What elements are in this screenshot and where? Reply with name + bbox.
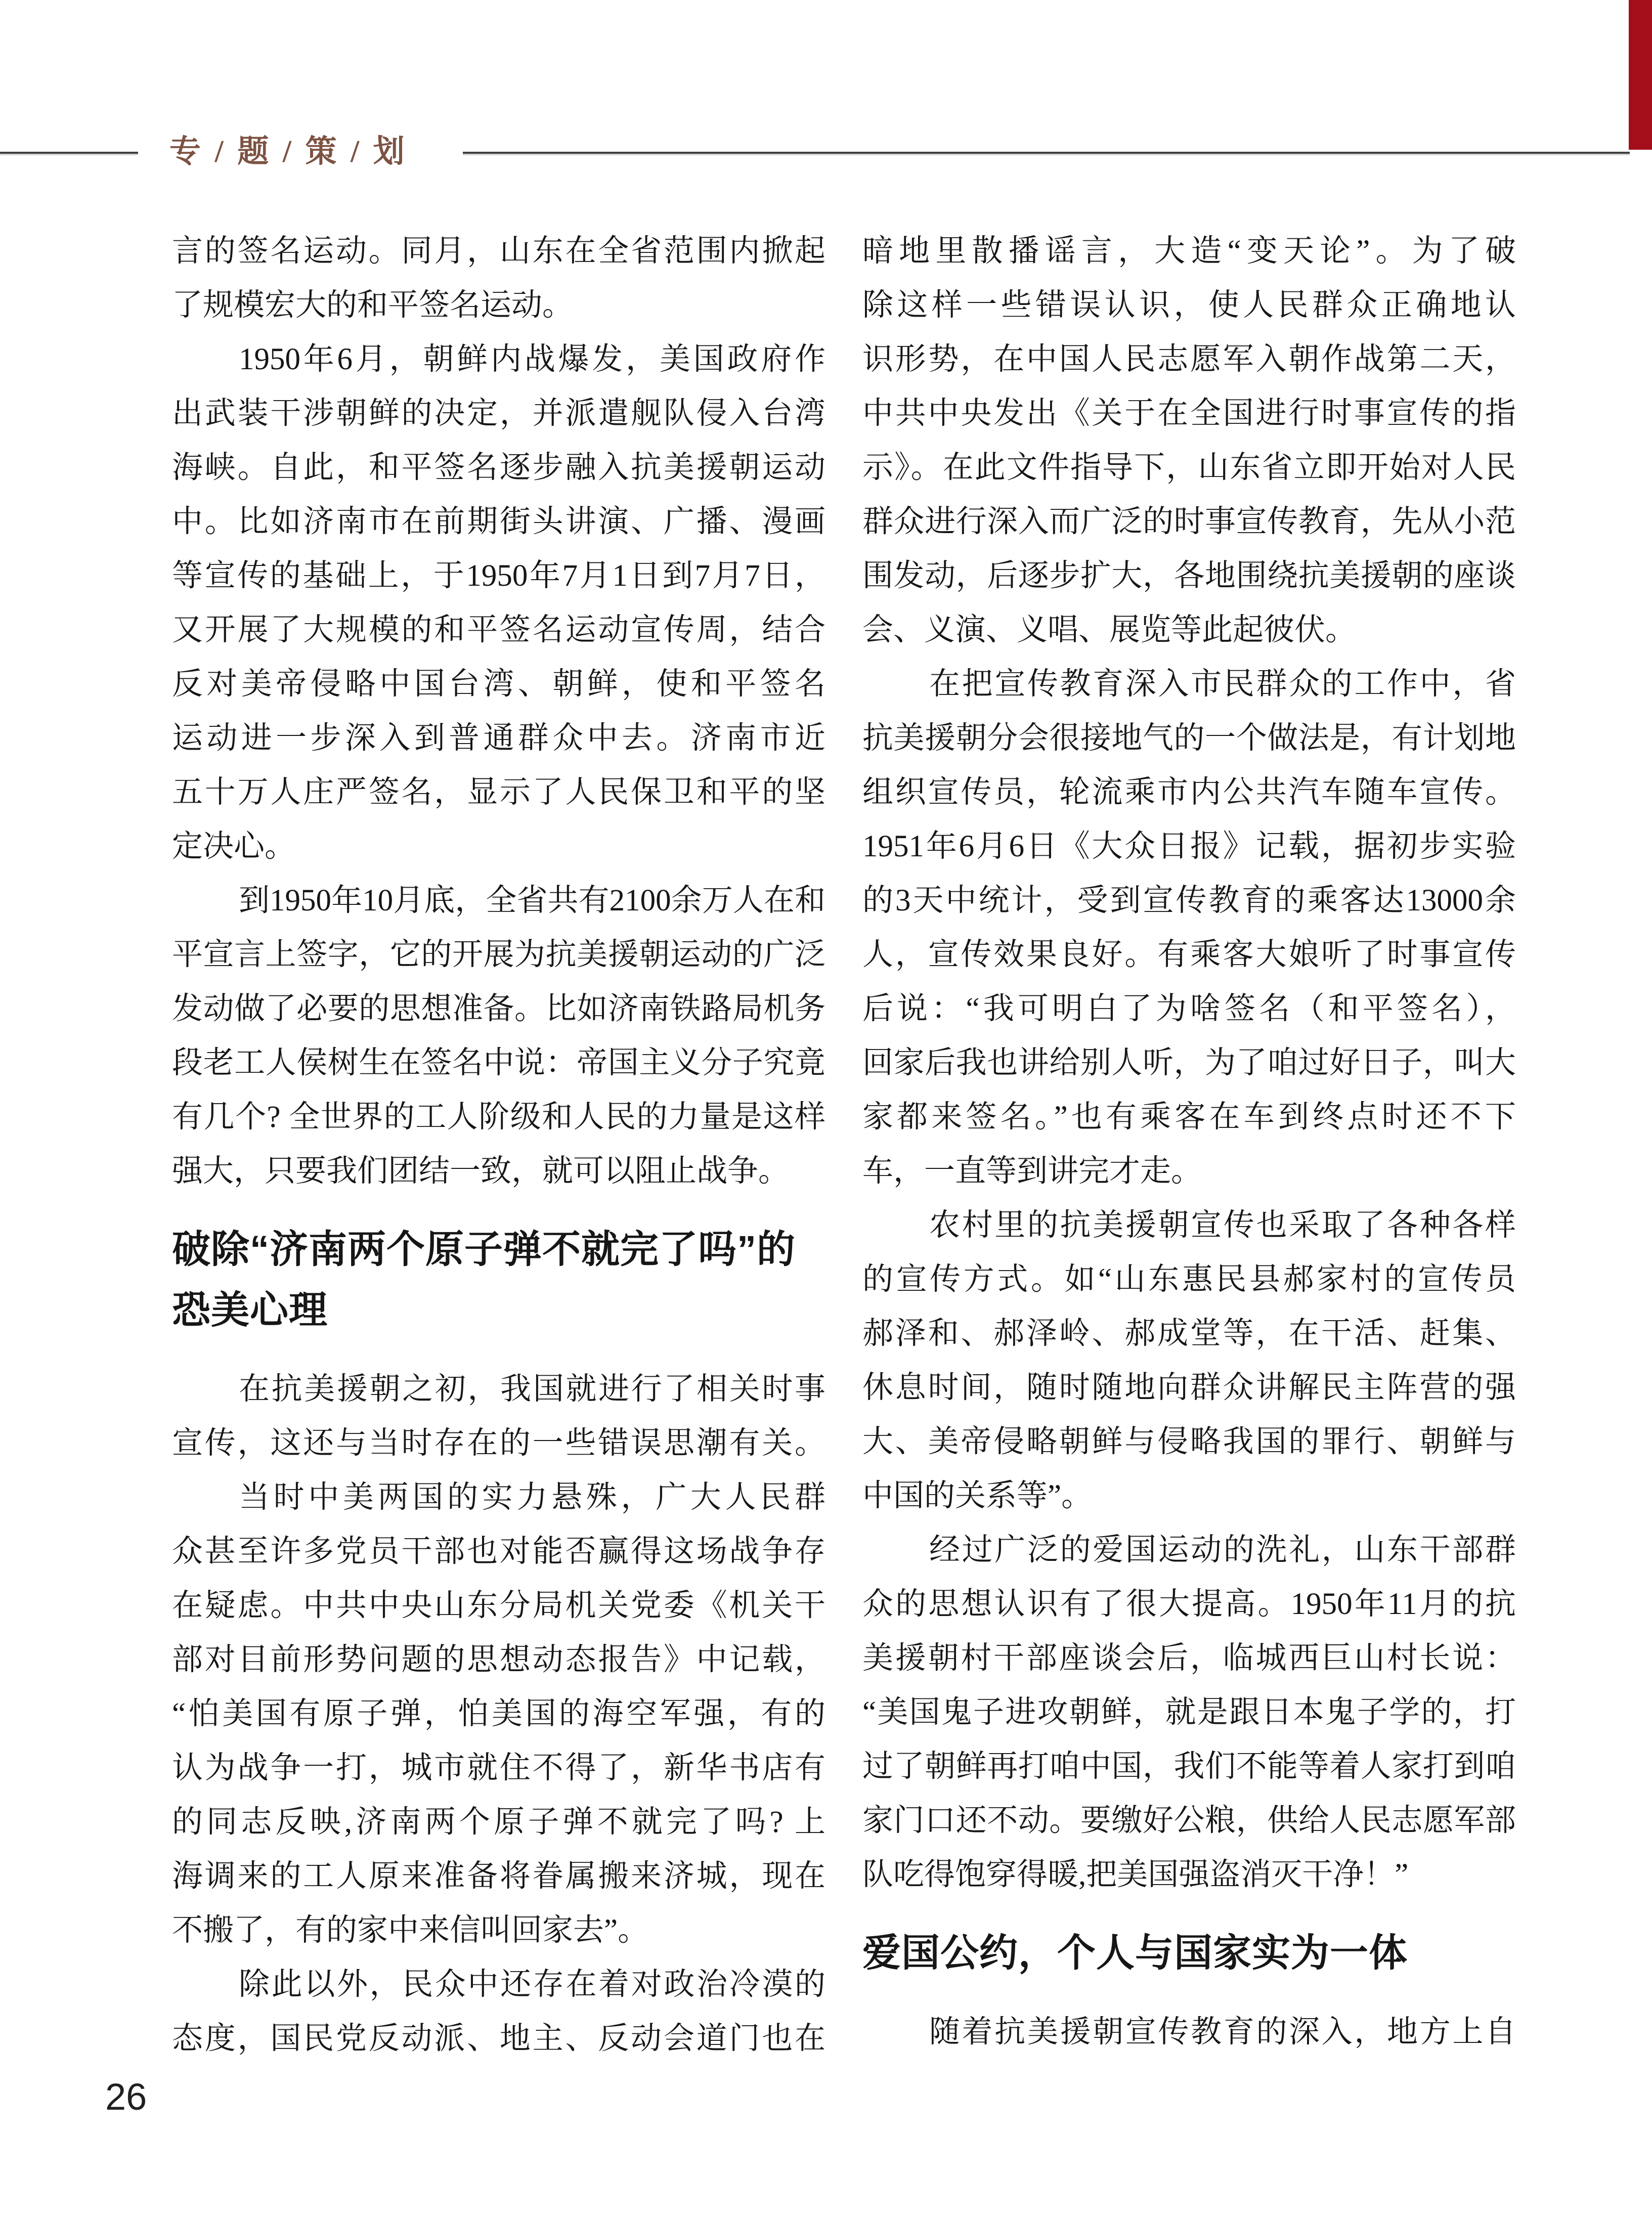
text-line: 的同志反映,济南两个原子弹不就完了吗? 上 [172, 1805, 825, 1839]
text-line: 定决心。 [172, 830, 296, 863]
text-line: 运动进一步深入到普通群众中去。济南市近 [172, 721, 825, 755]
text-line: 在抗美援朝之初，我国就进行了相关时事 [239, 1372, 825, 1406]
text-line: 围发动，后逐步扩大，各地围绕抗美援朝的座谈 [862, 559, 1516, 593]
text-line: 回家后我也讲给别人听，为了咱过好日子，叫大 [862, 1046, 1516, 1080]
text-line: 识形势，在中国人民志愿军入朝作战第二天， [862, 342, 1516, 376]
text-line: 中共中央发出《关于在全国进行时事宣传的指 [862, 397, 1516, 430]
corner-accent-bar [1629, 0, 1652, 150]
text-line: 除这样一些错误认识，使人民群众正确地认 [862, 288, 1516, 322]
text-line: 1950年6月，朝鲜内战爆发，美国政府作 [239, 342, 825, 376]
text-line: 除此以外，民众中还存在着对政治冷漠的 [239, 1968, 825, 2001]
text-line: 又开展了大规模的和平签名运动宣传周，结合 [172, 613, 825, 647]
text-line: 1951年6月6日《大众日报》记载，据初步实验 [862, 830, 1516, 863]
text-line: 到1950年10月底，全省共有2100余万人在和 [239, 884, 825, 918]
text-line: 暗地里散播谣言，大造“变天论”。为了破 [862, 234, 1516, 268]
text-line: 宣传，这还与当时存在的一些错误思潮有关。 [172, 1426, 825, 1460]
text-line: 强大，只要我们团结一致，就可以阻止战争。 [172, 1154, 790, 1188]
text-line: 有几个? 全世界的工人阶级和人民的力量是这样 [172, 1100, 825, 1134]
page-number: 26 [105, 2076, 147, 2118]
text-line: 示》。在此文件指导下，山东省立即开始对人民 [862, 451, 1516, 485]
text-line: 群众进行深入而广泛的时事宣传教育，先从小范 [862, 505, 1516, 539]
text-line: 言的签名运动。同月，山东在全省范围内掀起 [172, 234, 825, 268]
text-line: 家都来签名。”也有乘客在车到终点时还不下 [862, 1100, 1516, 1134]
text-line: “美国鬼子进攻朝鲜，就是跟日本鬼子学的，打 [862, 1695, 1516, 1729]
text-line: 发动做了必要的思想准备。比如济南铁路局机务 [172, 992, 825, 1026]
text-line: 队吃得饱穿得暖,把美国强盗消灭干净！” [862, 1858, 1409, 1892]
text-line: 在疑虑。中共中央山东分局机关党委《机关干 [172, 1589, 825, 1623]
text-line: 随着抗美援朝宣传教育的深入，地方上自 [929, 2015, 1516, 2049]
text-line: 部对目前形势问题的思想动态报告》中记载， [172, 1643, 825, 1677]
text-line: 的宣传方式。如“山东惠民县郝家村的宣传员 [862, 1262, 1516, 1296]
text-line: 平宣言上签字，它的开展为抗美援朝运动的广泛 [172, 938, 825, 972]
text-line: 休息时间，随时随地向群众讲解民主阵营的强 [862, 1371, 1516, 1405]
text-line: 海调来的工人原来准备将眷属搬来济城，现在 [172, 1859, 825, 1893]
text-line: 人，宣传效果良好。有乘客大娘听了时事宣传 [862, 938, 1516, 972]
text-line: 后说：“我可明白了为啥签名（和平签名）， [862, 992, 1516, 1026]
section-heading-line: 爱国公约，个人与国家实为一体 [862, 1932, 1408, 1975]
text-line: “怕美国有原子弹，怕美国的海空军强，有的 [172, 1697, 825, 1731]
text-line: 态度，国民党反动派、地主、反动会道门也在 [172, 2022, 825, 2056]
left-column [172, 224, 825, 2066]
text-line: 的3天中统计，受到宣传教育的乘客达13000余 [862, 884, 1516, 918]
text-line: 反对美帝侵略中国台湾、朝鲜，使和平签名 [172, 667, 825, 701]
text-line: 众的思想认识有了很大提高。1950年11月的抗 [862, 1587, 1516, 1621]
text-line: 美援朝村干部座谈会后，临城西巨山村长说： [862, 1641, 1516, 1675]
text-line: 了规模宏大的和平签名运动。 [172, 288, 574, 322]
text-line: 认为战争一打，城市就住不得了，新华书店有 [172, 1751, 825, 1785]
text-line: 在把宣传教育深入市民群众的工作中，省 [929, 667, 1516, 701]
header-rule-right [463, 152, 1630, 154]
text-line: 等宣传的基础上，于1950年7月1日到7月7日， [172, 559, 825, 593]
text-line: 车，一直等到讲完才走。 [862, 1154, 1202, 1188]
text-line: 大、美帝侵略朝鲜与侵略我国的罪行、朝鲜与 [862, 1425, 1516, 1459]
text-line: 中。比如济南市在前期街头讲演、广播、漫画 [172, 505, 825, 539]
text-line: 段老工人侯树生在签名中说：帝国主义分子究竟 [172, 1046, 825, 1080]
section-heading-line: 破除“济南两个原子弹不就完了吗”的 [172, 1228, 796, 1271]
text-line: 海峡。自此，和平签名逐步融入抗美援朝运动 [172, 451, 825, 485]
right-column [862, 224, 1516, 2059]
text-line: 中国的关系等”。 [862, 1479, 1093, 1513]
section-heading-line: 恐美心理 [172, 1289, 328, 1332]
text-line: 过了朝鲜再打咱中国，我们不能等着人家打到咱 [862, 1750, 1516, 1783]
text-line: 出武装干涉朝鲜的决定，并派遣舰队侵入台湾 [172, 397, 825, 430]
text-line: 农村里的抗美援朝宣传也采取了各种各样 [929, 1208, 1516, 1242]
text-line: 抗美援朝分会很接地气的一个做法是，有计划地 [862, 721, 1516, 755]
text-line: 郝泽和、郝泽岭、郝成堂等，在干活、赶集、 [862, 1317, 1516, 1350]
text-line: 会、义演、义唱、展览等此起彼伏。 [862, 613, 1357, 647]
text-line: 众甚至许多党员干部也对能否赢得这场战争存 [172, 1535, 825, 1568]
text-line: 组织宣传员，轮流乘市内公共汽车随车宣传。 [862, 775, 1516, 809]
section-title: 专 / 题 / 策 / 划 [169, 135, 408, 169]
text-line: 家门口还不动。要缴好公粮，供给人民志愿军部 [862, 1804, 1516, 1838]
text-line: 五十万人庄严签名，显示了人民保卫和平的坚 [172, 775, 825, 809]
text-line: 不搬了，有的家中来信叫回家去”。 [172, 1913, 649, 1947]
text-line: 当时中美两国的实力悬殊，广大人民群 [239, 1480, 825, 1514]
header-rule-left [0, 152, 138, 154]
text-line: 经过广泛的爱国运动的洗礼，山东干部群 [929, 1533, 1516, 1567]
